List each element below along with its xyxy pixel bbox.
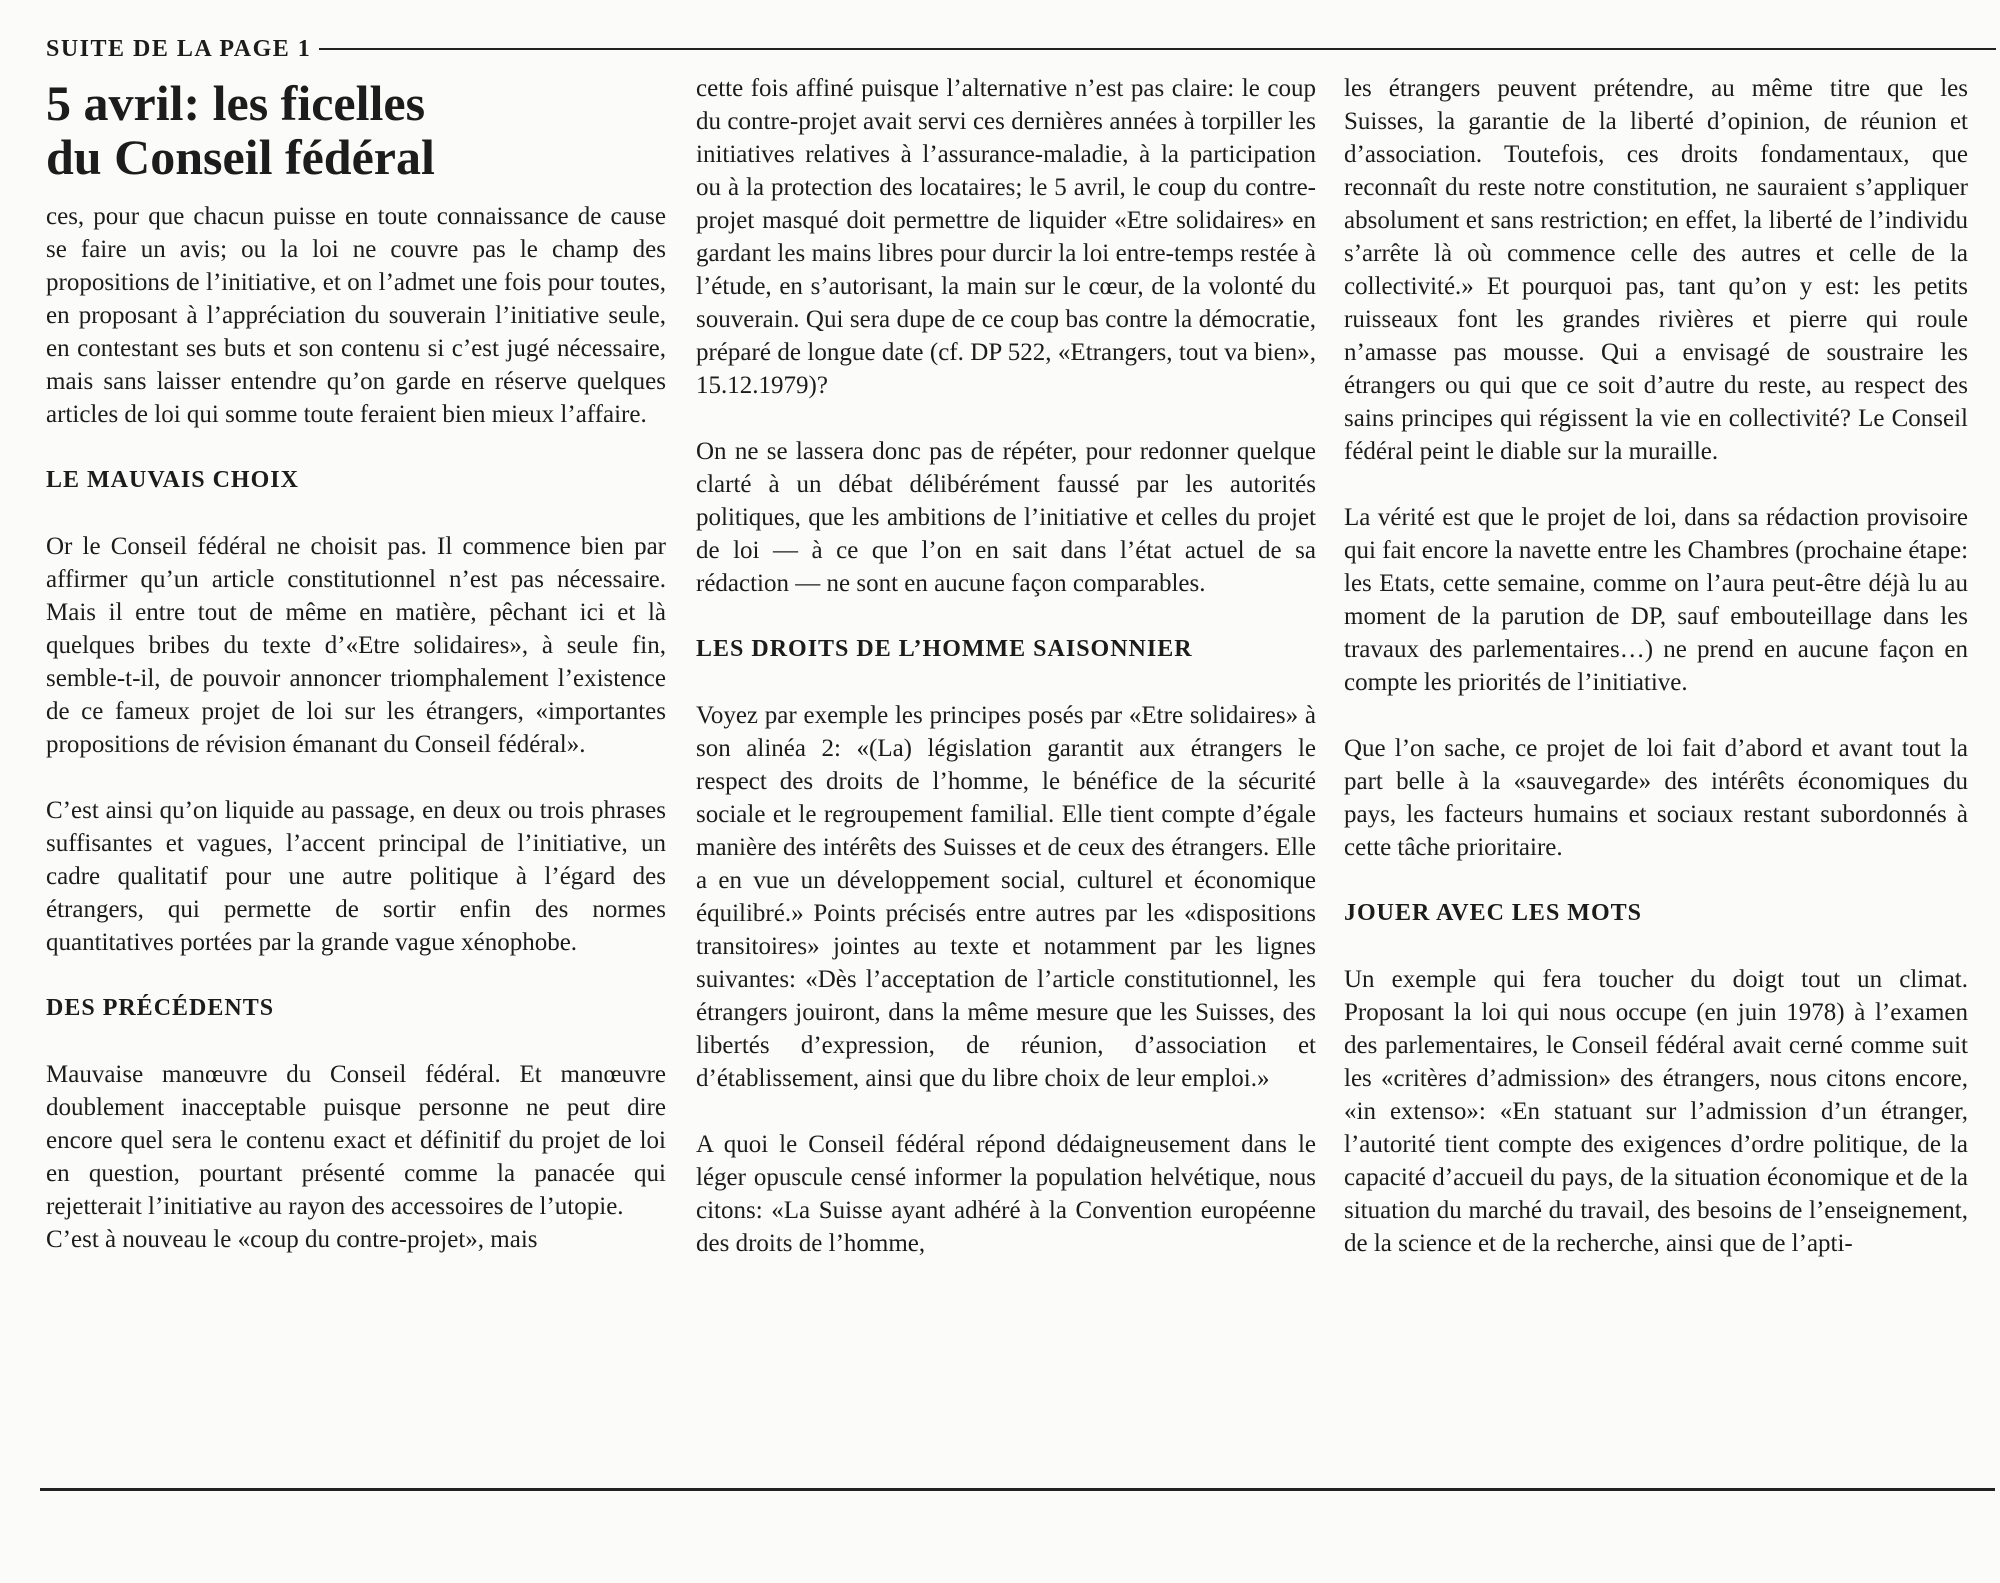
column-2 — [696, 72, 1316, 1293]
paragraph: Voyez par exemple les principes posés par «Etre solidaires» à son alinéa 2: «(La) législation garantit aux étrangers le respect des droits de l’homme, le bénéfice de la sécurité sociale et le regroupement familial. Elle tient compte d’égale manière des intérêts des Suisses et de ceux des étrangers. Elle a en vue un développement social, culturel et économique équilibré.» Points précisés entre autres par les «dispositions transitoires» jointes au texte et notamment par les lignes suivantes: «Dès l’acceptation de l’article constitutionnel, les étrangers jouiront, dans la même mesure que les Suisses, des libertés d’expression, de réunion, d’association et d’établissement, ainsi que du libre choix de leur emploi.» — [696, 702, 1316, 1092]
paragraph: ces, pour que chacun puisse en toute connaissance de cause se faire un avis; ou la loi ne couvre pas le champ des propositions de l’initiative, et on l’admet une fois pour toutes, en proposant à l’appréciation du souverain l’initiative seule, en contestant ses buts et son contenu si c’est jugé nécessaire, mais sans laisser entendre qu’on garde en réserve quelques articles de loi qui somme toute feraient bien mieux l’affaire. — [46, 203, 666, 428]
section-heading: LE MAUVAIS CHOIX — [46, 467, 299, 493]
column-1 — [46, 76, 666, 1289]
headline-line-1: 5 avril: les ficelles — [46, 75, 426, 131]
kicker-bar — [46, 28, 1996, 62]
section-heading: JOUER AVEC LES MOTS — [1344, 900, 1642, 926]
headline — [46, 76, 666, 184]
paragraph: cette fois affiné puisque l’alternative n’est pas claire: le coup du contre-projet avait servi ces dernières années à torpiller les initiatives relatives à l’assurance-maladie, à la participation ou à la protection des locataires; le 5 avril, le coup du contre-projet masqué doit permettre de liquider «Etre solidaires» en gardant les mains libres pour durcir la loi entre-temps restée à l’étude, en s’autorisant, la main sur le cœur, de la volonté du souverain. Qui sera dupe de ce coup bas contre la démocratie, préparé de longue date (cf. DP 522, «Etrangers, tout va bien», 15.12.1979)? — [696, 75, 1316, 399]
paragraph: C’est ainsi qu’on liquide au passage, en deux ou trois phrases suffisantes et vagues, l’accent principal de l’initiative, un cadre qualitatif pour une autre politique à l’égard des étrangers, qui permette de sortir enfin des normes quantitatives portées par la grande vague xénophobe. — [46, 797, 666, 956]
kicker: SUITE DE LA PAGE 1 — [46, 36, 319, 63]
paragraph: A quoi le Conseil fédéral répond dédaigneusement dans le léger opuscule censé informer la population helvétique, nous citons: «La Suisse ayant adhéré à la Convention européenne des droits de l’homme, — [696, 1131, 1316, 1257]
paragraph: On ne se lassera donc pas de répéter, pour redonner quelque clarté à un débat délibérément faussé par les autorités politiques, que les ambitions de l’initiative et celles du projet de loi — à ce que l’on en sait dans l’état actuel de sa rédaction — ne sont en aucune façon comparables. — [696, 438, 1316, 597]
section-heading: LES DROITS DE L’HOMME SAISONNIER — [696, 636, 1193, 662]
bottom-rule — [40, 1488, 1995, 1491]
paragraph: Mauvaise manœuvre du Conseil fédéral. Et manœuvre doublement inacceptable puisque personne ne peut dire encore quel sera le contenu exact et définitif du projet de loi en question, pourtant présenté comme la panacée qui rejetterait l’initiative au rayon des accessoires de l’utopie. — [46, 1061, 666, 1220]
paragraph: Or le Conseil fédéral ne choisit pas. Il commence bien par affirmer qu’un article constitutionnel n’est pas nécessaire. Mais il entre tout de même en matière, pêchant ici et là quelques bribes du texte d’«Etre solidaires», à seule fin, semble-t-il, de pouvoir annoncer triomphalement l’existence de ce fameux projet de loi sur les étrangers, «importantes propositions de révision émanant du Conseil fédéral». — [46, 533, 666, 758]
top-rule — [46, 48, 1996, 50]
paragraph: les étrangers peuvent prétendre, au même titre que les Suisses, la garantie de la liberté d’opinion, de réunion et d’association. Toutefois, ces droits fondamentaux, que reconnaît du reste notre constitution, ne sauraient s’appliquer absolument et sans restriction; en effet, la liberté de l’individu s’arrête là où commence celle des autres et celle de la collectivité.» Et pourquoi pas, tant qu’on y est: les petits ruisseaux font les grandes rivières et pierre qui roule n’amasse pas mousse. Qui a envisagé de soustraire les étrangers ou qui que ce soit d’autre du reste, au respect des sains principes qui régissent la vie en collectivité? Le Conseil fédéral peint le diable sur la muraille. — [1344, 75, 1968, 465]
section-heading: DES PRÉCÉDENTS — [46, 995, 275, 1021]
paragraph: C’est à nouveau le «coup du contre-projet», mais — [46, 1226, 538, 1253]
column-3 — [1344, 72, 1968, 1293]
headline-line-2: du Conseil fédéral — [46, 129, 435, 185]
paragraph: Un exemple qui fera toucher du doigt tout un climat. Proposant la loi qui nous occupe (en juin 1978) à l’examen des parlementaires, le Conseil fédéral avait cerné comme suit les «critères d’admission» des étrangers, nous citons encore, «in extenso»: «En statuant sur l’admission d’un étranger, l’autorité tient compte des exigences d’ordre politique, de la capacité d’accueil du pays, de la situation économique et de la situation du marché du travail, des besoins de l’enseignement, de la science et de la recherche, ainsi que de l’apti- — [1344, 966, 1968, 1257]
paragraph: Que l’on sache, ce projet de loi fait d’abord et avant tout la part belle à la «sauvegarde» des intérêts économiques du pays, les facteurs humains et sociaux restant subordonnés à cette tâche prioritaire. — [1344, 735, 1968, 861]
paragraph: La vérité est que le projet de loi, dans sa rédaction provisoire qui fait encore la navette entre les Chambres (prochaine étape: les Etats, cette semaine, comme on l’aura peut-être déjà lu au moment de la parution de DP, sauf embouteillage dans les travaux des parlementaires…) ne prend en aucune façon en compte les priorités de l’initiative. — [1344, 504, 1969, 696]
